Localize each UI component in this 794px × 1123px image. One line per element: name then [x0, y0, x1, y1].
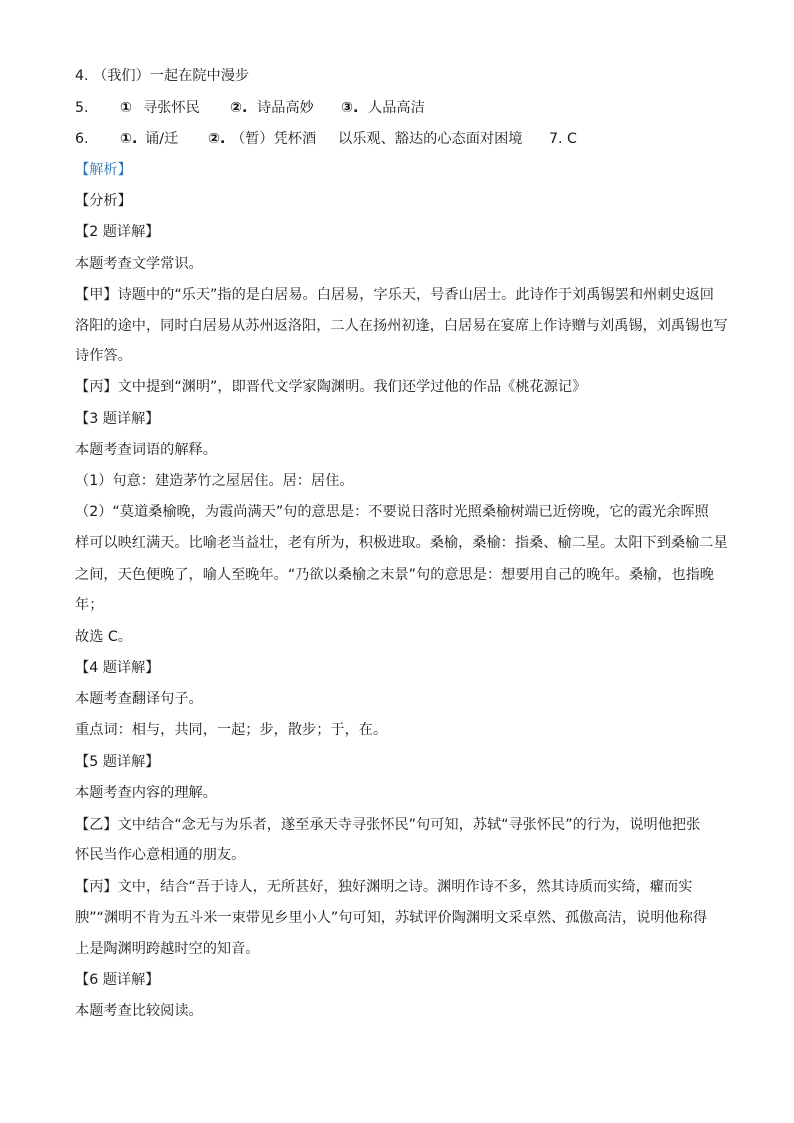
answer-5-number: 5. [75, 100, 89, 116]
answer-7: 7. C [549, 131, 577, 147]
question-5-para-2-line-3: 上是陶渊明跨越时空的知音。 [75, 941, 260, 957]
question-4-heading: 【4 题详解】 [75, 660, 160, 676]
question-2-heading: 【2 题详解】 [75, 224, 160, 240]
question-5-para-2-line-1: 【丙】文中，结合“吾于诗人，无所甚好，独好渊明之诗。渊明作诗不多，然其诗质而实绮，癯而实 [75, 879, 693, 895]
question-5-para-1-line-2: 怀民当作心意相通的朋友。 [75, 847, 246, 863]
analysis-heading: 【解析】 [75, 162, 132, 178]
question-3-heading: 【3 题详解】 [75, 411, 160, 427]
answer-6-option-2-marker: ②. [208, 131, 226, 147]
answer-5-option-2-text: 诗品高妙 [257, 100, 314, 116]
question-3-intro: 本题考查词语的解释。 [75, 442, 217, 458]
answer-5-option-1-text: 寻张怀民 [143, 100, 200, 116]
answer-6-option-1-text: 诵/迁 [145, 131, 179, 147]
answer-6-option-2-text: （暂）凭杯酒 [231, 131, 317, 147]
question-6-intro: 本题考查比较阅读。 [75, 1003, 203, 1019]
question-5-intro: 本题考查内容的理解。 [75, 785, 217, 801]
question-4-intro: 本题考查翻译句子。 [75, 691, 203, 707]
breakdown-heading: 【分析】 [75, 193, 132, 209]
question-5-heading: 【5 题详解】 [75, 754, 160, 770]
question-2-para-1-line-1: 【甲】诗题中的“乐天”指的是白居易。白居易，字乐天，号香山居士。此诗作于刘禹锡罢和州刺史返回 [75, 287, 714, 303]
question-3-para-1: （1）句意：建造茅竹之屋居住。居：居住。 [75, 473, 354, 489]
question-5-para-1-line-1: 【乙】文中结合“念无与为乐者，遂至承天寺寻张怀民”句可知，苏轼“寻张怀民”的行为，说明他把张 [75, 817, 701, 833]
question-4-para-1: 重点词：相与，共同，一起；步，散步；于，在。 [75, 722, 388, 738]
answer-5-option-2-marker: ②. [230, 100, 248, 116]
question-6-heading: 【6 题详解】 [75, 972, 160, 988]
question-2-para-1-line-2: 洛阳的途中，同时白居易从苏州返洛阳，二人在扬州初逢，白居易在宴席上作诗赠与刘禹锡，刘禹锡也写 [75, 318, 728, 334]
answer-5-option-3-text: 人品高洁 [368, 100, 425, 116]
question-2-para-1-line-3: 诗作答。 [75, 348, 132, 364]
question-2-para-2: 【丙】文中提到“渊明”，即晋代文学家陶渊明。我们还学过他的作品《桃花源记》 [75, 379, 587, 395]
answer-5-option-3-marker: ③. [341, 100, 359, 116]
question-3-para-2-line-3: 之间，天色便晚了，喻人至晚年。“乃欲以桑榆之末景”句的意思是：想要用自己的晚年。桑榆，也指晚 [75, 567, 714, 583]
answer-6-number: 6. [75, 131, 89, 147]
question-5-para-2-line-2: 腴”“渊明不肯为五斗米一束带见乡里小人”句可知，苏轼评价陶渊明文采卓然、孤傲高洁，说明他称得 [75, 910, 708, 926]
answer-6-option-1-marker: ①. [120, 131, 138, 147]
answer-6-option-3-text: 以乐观、豁达的心态面对困境 [338, 131, 523, 147]
answer-5-option-1-marker: ① [120, 100, 133, 116]
question-3-choice: 故选 C。 [75, 629, 132, 645]
question-3-para-2-line-1: （2）“莫道桑榆晚，为霞尚满天”句的意思是：不要说日落时光照桑榆树端已近傍晚，它的霞光余晖照 [75, 504, 709, 520]
question-2-intro: 本题考查文学常识。 [75, 256, 203, 272]
question-3-para-2-line-4: 年； [75, 597, 104, 613]
question-3-para-2-line-2: 样可以映红满天。比喻老当益壮，老有所为，积极进取。桑榆，桑榆：指桑、榆二星。太阳下到桑榆二星 [75, 535, 728, 551]
answer-4: 4. （我们）一起在院中漫步 [75, 68, 250, 84]
